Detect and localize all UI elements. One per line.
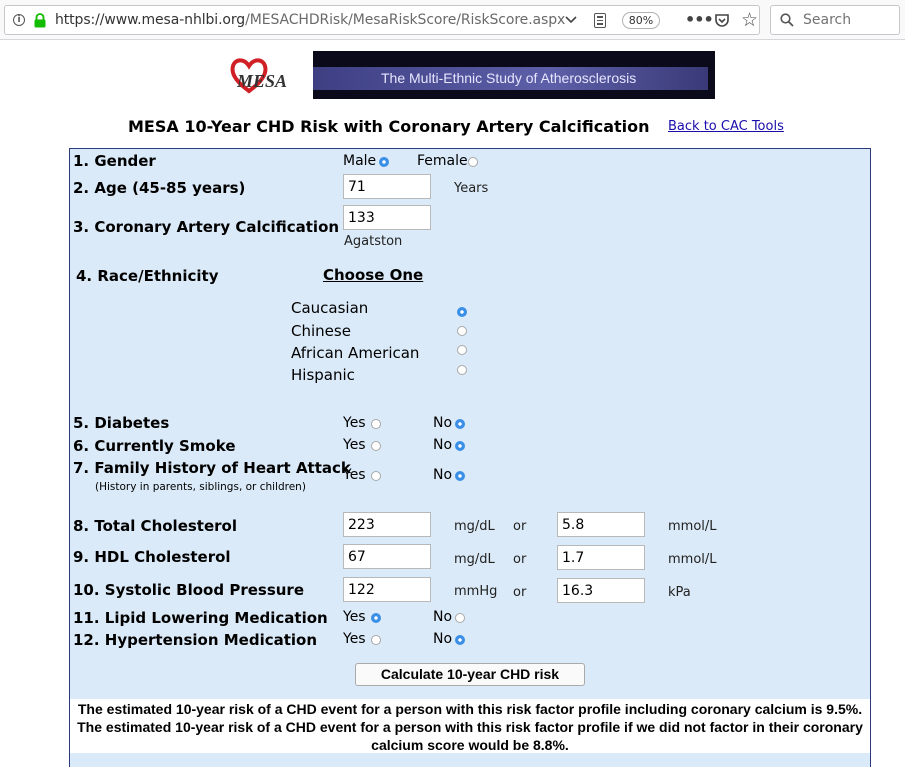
mesa-logo <box>223 51 315 99</box>
or-text: or <box>513 585 527 600</box>
more-actions-icon[interactable]: ••• <box>685 10 713 29</box>
lipid-yes-radio[interactable] <box>371 613 381 623</box>
or-text: or <box>513 552 527 567</box>
page-title: MESA 10-Year CHD Risk with Coronary Artery Calcification <box>128 117 650 136</box>
race-option-hispanic: Hispanic <box>291 366 355 384</box>
diabetes-label: 5. Diabetes <box>73 414 170 432</box>
address-bar[interactable] <box>4 5 760 35</box>
logo-text: MESA <box>237 71 288 91</box>
race-caucasian-radio[interactable] <box>457 307 467 317</box>
age-label: 2. Age (45-85 years) <box>73 179 246 197</box>
htn-no-label: No <box>433 631 453 647</box>
choose-one-heading: Choose One <box>323 266 424 284</box>
total-cholesterol-unit: mg/dL <box>454 519 495 534</box>
htn-no-radio[interactable] <box>455 635 465 645</box>
family-yes-label: Yes <box>343 467 366 483</box>
total-cholesterol-mmol-input[interactable] <box>557 512 645 537</box>
htn-yes-radio[interactable] <box>371 635 381 645</box>
reader-view-icon[interactable] <box>594 13 606 28</box>
smoke-label: 6. Currently Smoke <box>73 437 236 455</box>
bookmark-star-icon[interactable]: ☆ <box>741 9 759 31</box>
diabetes-yes-label: Yes <box>343 415 366 431</box>
or-text: or <box>513 519 527 534</box>
family-no-radio[interactable] <box>455 471 465 481</box>
hdl-unit: mg/dL <box>454 552 495 567</box>
chevron-down-icon[interactable] <box>565 15 577 25</box>
sbp-unit: mmHg <box>454 584 498 599</box>
race-option-african-american: African American <box>291 344 420 362</box>
diabetes-no-radio[interactable] <box>455 419 465 429</box>
race-african-american-radio[interactable] <box>457 345 467 355</box>
diabetes-no-label: No <box>433 415 453 431</box>
info-icon[interactable]: i <box>13 14 25 26</box>
back-to-cac-tools-link[interactable]: Back to CAC Tools <box>668 119 784 134</box>
race-option-caucasian: Caucasian <box>291 299 369 317</box>
race-label: 4. Race/Ethnicity <box>76 267 219 285</box>
htn-yes-label: Yes <box>343 631 366 647</box>
lipid-no-label: No <box>433 609 453 625</box>
hdl-label: 9. HDL Cholesterol <box>73 548 231 566</box>
mesa-banner <box>223 51 715 99</box>
banner-bar <box>313 51 715 99</box>
search-icon <box>780 13 794 27</box>
smoke-no-label: No <box>433 437 453 453</box>
browser-toolbar <box>0 0 905 40</box>
total-cholesterol-label: 8. Total Cholesterol <box>73 517 237 535</box>
age-unit: Years <box>454 181 489 196</box>
result-text: The estimated 10-year risk of a CHD event for a person with this risk factor profile including coronary calcium is 9.5%. The estimated 10-year risk of a CHD event for a person with this risk factor profile if we did not factor in their coronary calcium score would be 8.8%. <box>77 701 863 753</box>
hdl-alt-unit: mmol/L <box>668 552 717 567</box>
gender-female-radio[interactable] <box>468 157 478 167</box>
sbp-alt-unit: kPa <box>668 585 691 600</box>
smoke-yes-label: Yes <box>343 437 366 453</box>
race-option-chinese: Chinese <box>291 322 351 340</box>
lock-icon <box>33 13 47 28</box>
sbp-label: 10. Systolic Blood Pressure <box>73 581 304 599</box>
banner-tagline: The Multi-Ethnic Study of Atherosclerosis <box>381 70 637 86</box>
family-history-note: (History in parents, siblings, or children) <box>95 481 306 493</box>
race-chinese-radio[interactable] <box>457 326 467 336</box>
search-box[interactable] <box>770 5 900 35</box>
pocket-icon[interactable] <box>714 13 730 28</box>
zoom-level-badge[interactable]: 80% <box>622 12 660 29</box>
smoke-no-radio[interactable] <box>455 441 465 451</box>
family-no-label: No <box>433 467 453 483</box>
lipid-yes-label: Yes <box>343 609 366 625</box>
calculate-button[interactable]: Calculate 10-year CHD risk <box>355 663 585 686</box>
gender-label: 1. Gender <box>73 152 156 170</box>
sbp-kpa-input[interactable] <box>557 578 645 603</box>
hypertension-medication-label: 12. Hypertension Medication <box>73 631 318 649</box>
hdl-input[interactable] <box>343 544 431 569</box>
gender-male-radio[interactable] <box>379 157 389 167</box>
smoke-yes-radio[interactable] <box>371 441 381 451</box>
search-input[interactable] <box>803 7 895 33</box>
age-input[interactable] <box>343 174 431 199</box>
cac-input[interactable] <box>343 205 431 230</box>
gender-female-label: Female <box>417 153 468 169</box>
family-history-label: 7. Family History of Heart Attack <box>73 459 351 477</box>
total-cholesterol-alt-unit: mmol/L <box>668 519 717 534</box>
sbp-input[interactable] <box>343 577 431 602</box>
total-cholesterol-input[interactable] <box>343 512 431 537</box>
url-host: https://www.mesa-nhlbi.org <box>55 12 246 28</box>
hdl-mmol-input[interactable] <box>557 545 645 570</box>
cac-unit: Agatston <box>344 234 403 249</box>
gender-male-label: Male <box>343 153 377 169</box>
diabetes-yes-radio[interactable] <box>371 419 381 429</box>
lipid-no-radio[interactable] <box>455 613 465 623</box>
url-path: /MESACHDRisk/MesaRiskScore/RiskScore.aspx <box>245 12 566 28</box>
cac-label: 3. Coronary Artery Calcification <box>73 218 340 236</box>
result-panel <box>70 699 870 753</box>
family-yes-radio[interactable] <box>371 471 381 481</box>
lipid-medication-label: 11. Lipid Lowering Medication <box>73 609 328 627</box>
url-text[interactable] <box>55 12 565 28</box>
race-hispanic-radio[interactable] <box>457 365 467 375</box>
